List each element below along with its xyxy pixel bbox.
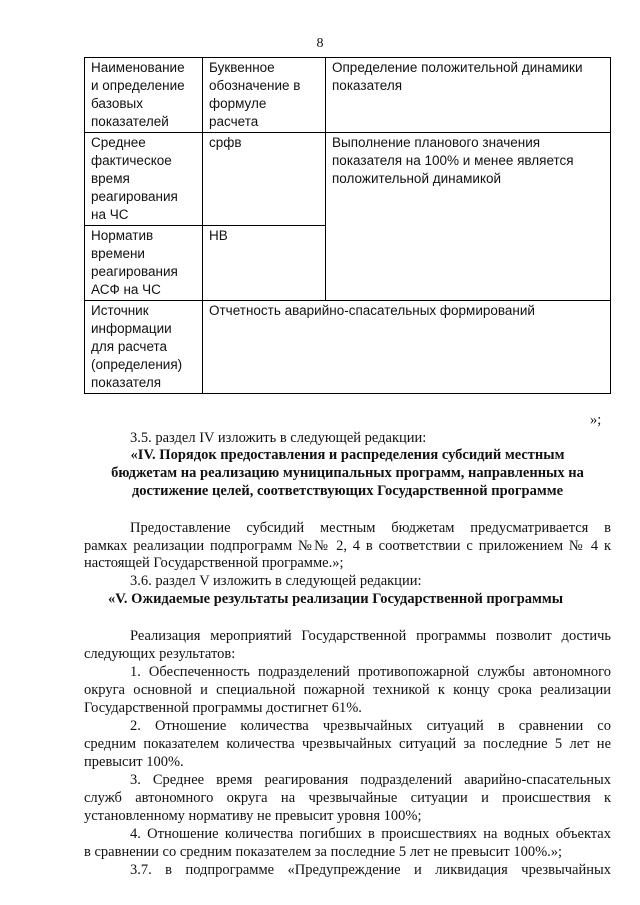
list-item-line: служб автономного округа на чрезвычайные ситуации и происшествия к <box>84 790 611 806</box>
item-3-5: 3.5. раздел IV изложить в следующей редакции: <box>130 430 427 446</box>
dynamics-definition-cell: Выполнение планового значения показателя на 100% и менее является положительной динамикой <box>326 133 611 301</box>
indicator-name-cell: Норматив времени реагирования АСФ на ЧС <box>85 226 203 301</box>
indicator-symbol-cell: срфв <box>203 133 326 226</box>
closing-mark: »; <box>590 412 602 428</box>
list-item-line: установленному нормативу не превысит уровня 100%; <box>84 808 422 824</box>
section-iv-heading: «IV. Порядок предоставления и распределения субсидий местным <box>130 447 565 463</box>
indicator-table <box>84 57 611 394</box>
indicator-symbol-cell: НВ <box>203 226 326 301</box>
list-item: 1. Обеспеченность подразделений противопожарной службы автономного <box>130 664 611 680</box>
list-item-line: в сравнении со средним показателем за последние 5 лет не превысит 100%.»; <box>84 844 563 860</box>
source-value-cell: Отчетность аварийно-спасательных формирований <box>203 301 611 394</box>
indicator-name-cell: Среднее фактическое время реагирования на ЧС <box>85 133 203 226</box>
table-source-row <box>85 301 611 394</box>
paragraph-line: Реализация мероприятий Государственной программы позволит достичь <box>130 628 611 644</box>
paragraph-line: рамках реализации подпрограмм №№ 2, 4 в соответствии с приложением № 4 к <box>84 538 611 554</box>
list-item-line: округа основной и специальной пожарной техникой к концу срока реализации <box>84 682 611 698</box>
list-item: 4. Отношение количества погибших в происшествиях на водных объектах <box>130 826 611 842</box>
list-item-line: средним показателем количества чрезвычайных ситуаций за последние 5 лет не <box>84 736 611 752</box>
header-definition-cell: Определение положительной динамики показателя <box>326 58 611 133</box>
table-header-row <box>85 58 611 133</box>
page-number: 8 <box>316 36 324 51</box>
section-iv-heading-line-3: достижение целей, соответствующих Государственной программе <box>131 483 564 499</box>
list-item: 2. Отношение количества чрезвычайных ситуаций в сравнении со <box>130 718 611 734</box>
paragraph-line: следующих результатов: <box>84 646 236 662</box>
table-row <box>85 133 611 226</box>
item-3-6: 3.6. раздел V изложить в следующей редакции: <box>130 573 422 589</box>
source-label-cell: Источник информации для расчета (определения) показателя <box>85 301 203 394</box>
paragraph-line: настоящей Государственной программе.»; <box>84 555 344 571</box>
list-item: 3. Среднее время реагирования подразделений аварийно-спасательных <box>130 772 611 788</box>
list-item-line: превысит 100%. <box>84 754 184 770</box>
item-3-7: 3.7. в подпрограмме «Предупреждение и ликвидация чрезвычайных <box>130 862 611 878</box>
header-name-cell: Наименование и определение базовых показателей <box>85 58 203 133</box>
section-iv-heading-line-2: бюджетам на реализацию муниципальных программ, направленных на <box>111 465 584 481</box>
list-item-line: Государственной программы достигнет 61%. <box>84 700 362 716</box>
paragraph-line: Предоставление субсидий местным бюджетам предусматривается в <box>130 520 611 536</box>
section-v-heading: «V. Ожидаемые результаты реализации Государственной программы <box>108 591 564 607</box>
header-symbol-cell: Буквенное обозначение в формуле расчета <box>203 58 326 133</box>
